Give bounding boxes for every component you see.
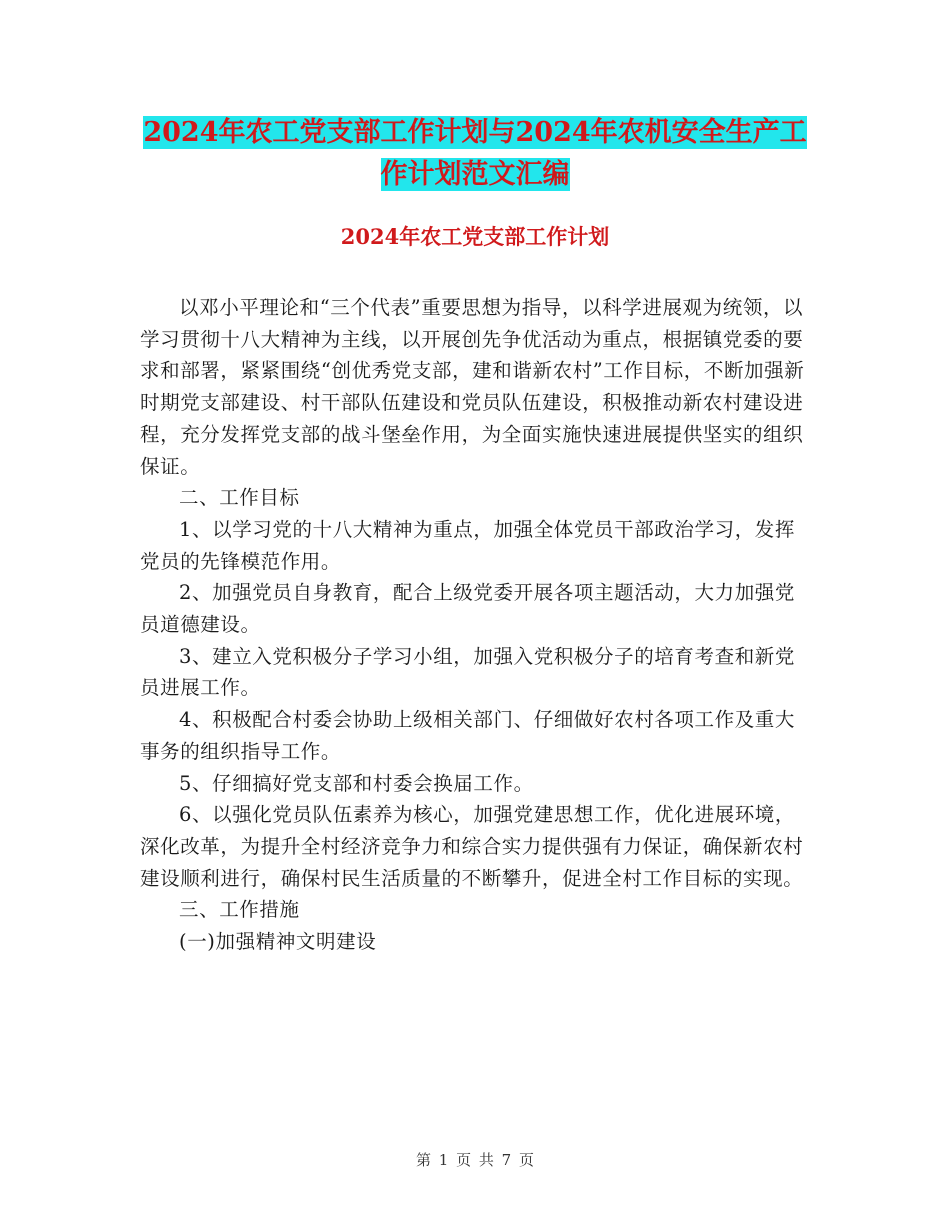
goal-item-4: 4、积极配合村委会协助上级相关部门、仔细做好农村各项工作及重大事务的组织指导工作。 — [140, 708, 796, 763]
goal-item-3: 3、建立入党积极分子学习小组，加强入党积极分子的培育考查和新党员进展工作。 — [140, 644, 796, 700]
document-title-line-1: 2024年农工党支部工作计划与2024年农机安全生产工 — [143, 117, 807, 148]
document-body — [140, 292, 810, 958]
section-title: 2024年农工党支部工作计划 — [340, 224, 610, 249]
page-footer: 第 1 页 共 7 页 — [416, 1151, 534, 1169]
goal-item-5: 5、仔细搞好党支部和村委会换届工作。 — [179, 771, 534, 795]
intro-paragraph: 以邓小平理论和“三个代表”重要思想为指导，以科学进展观为统领，以学习贯彻十八大精神为主线，以开展创先争优活动为重点，根据镇党委的要求和部署，紧紧围绕“创优秀党支部，建和谐新农村”工作目标，不断加强新时期党支部建设、村干部队伍建设和党员队伍建设，积极推动新农村建设进程，充分发挥党支部的战斗堡垒作用，为全面实施快速进展提供坚实的组织保证。 — [140, 296, 805, 478]
goal-item-2: 2、加强党员自身教育，配合上级党委开展各项主题活动，大力加强党员道德建设。 — [140, 581, 796, 637]
heading-work-goals: 二、工作目标 — [179, 486, 300, 510]
measure-item-1: (一)加强精神文明建设 — [179, 930, 377, 954]
heading-work-measures: 三、工作措施 — [179, 898, 300, 922]
document-title — [140, 112, 810, 196]
goal-item-1: 1、以学习党的十八大精神为重点，加强全体党员干部政治学习，发挥党员的先锋模范作用。 — [140, 517, 796, 573]
goal-item-6: 6、以强化党员队伍素养为核心，加强党建思想工作，优化进展环境，深化改革，为提升全村经济竞争力和综合实力提供强有力保证，确保新农村建设顺利进行，确保村民生活质量的不断攀升，促进全村工作目标的实现。 — [140, 803, 804, 890]
document-title-line-2: 作计划范文汇编 — [380, 159, 570, 190]
